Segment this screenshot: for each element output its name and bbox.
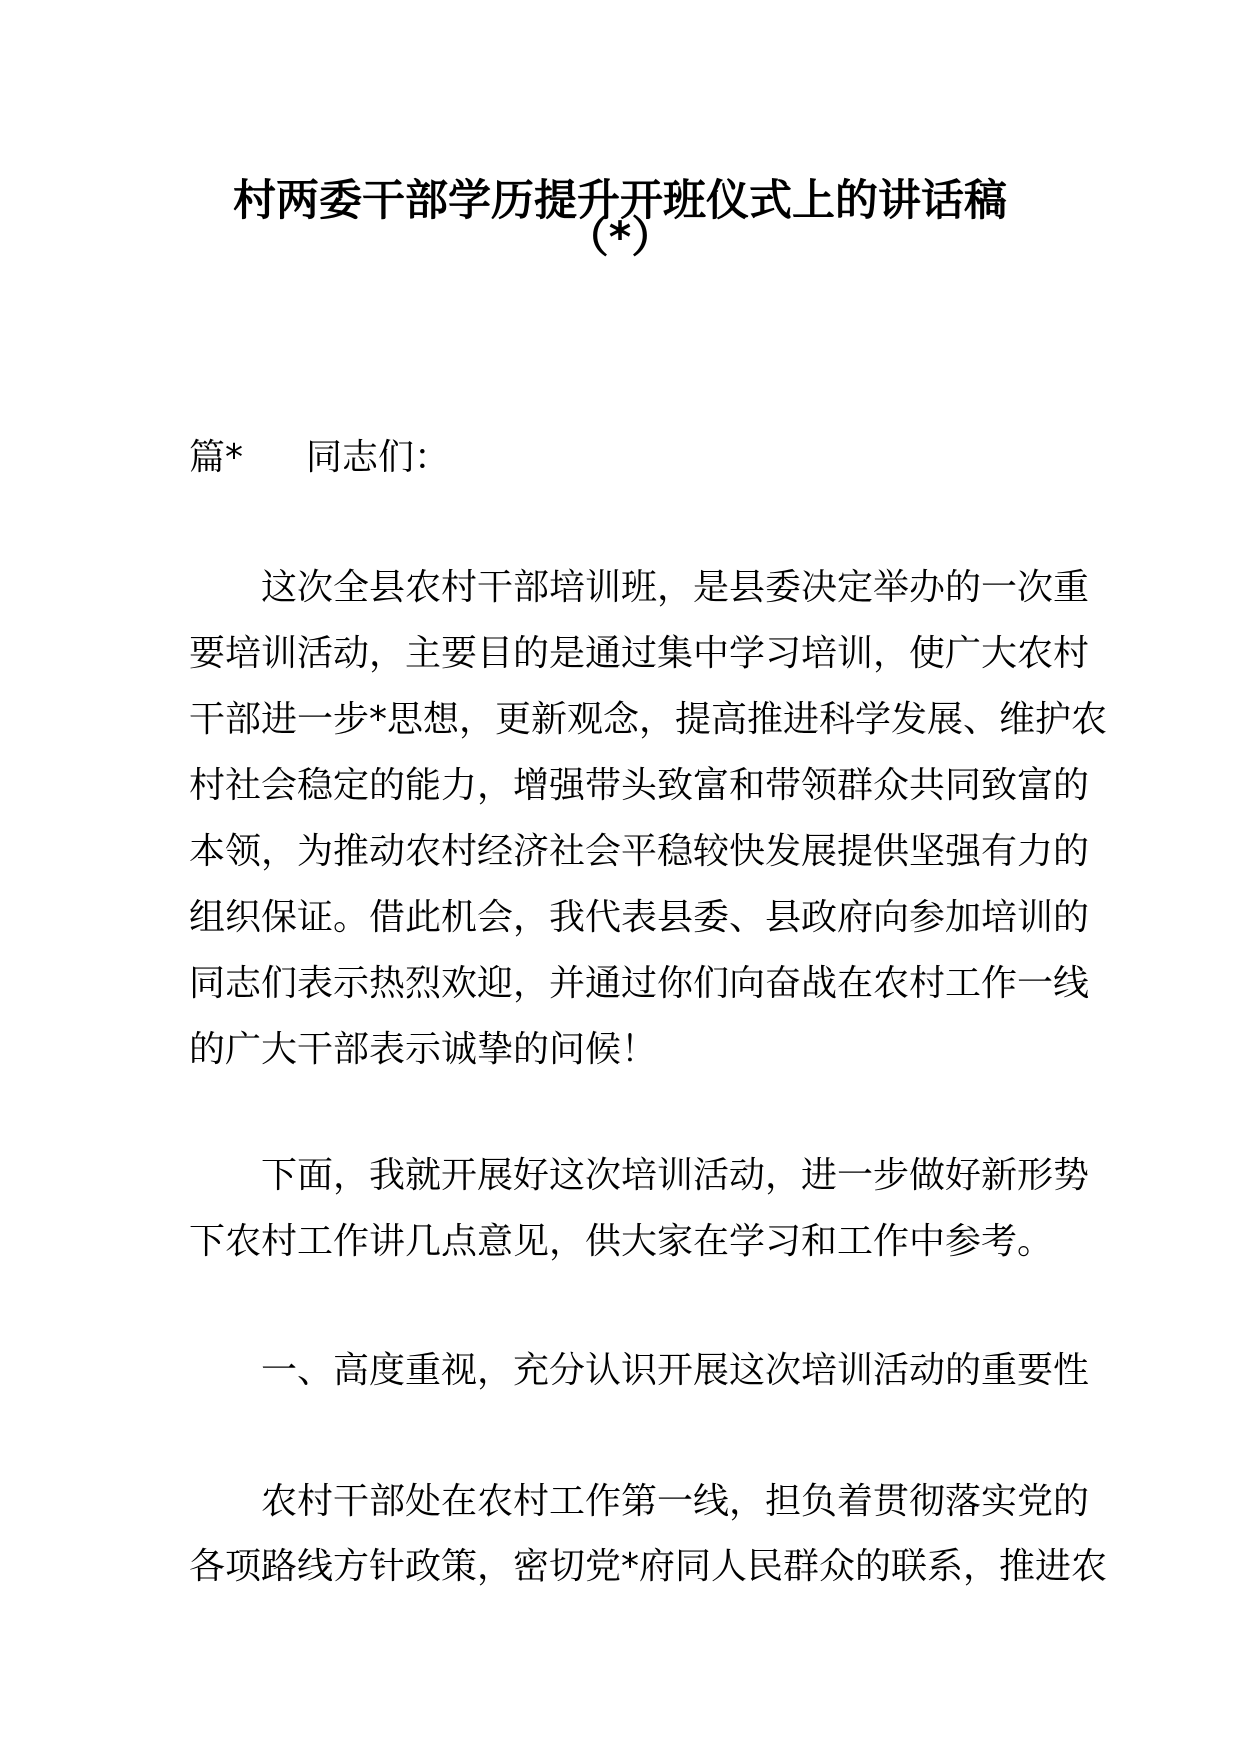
paragraph-line: 干部进一步*思想，更新观念，提高推进科学发展、维护农	[189, 699, 1108, 740]
section-heading: 一、高度重视，充分认识开展这次培训活动的重要性	[261, 1350, 1090, 1391]
paragraph-line: 要培训活动，主要目的是通过集中学习培训，使广大农村	[189, 633, 1090, 674]
paragraph-line: 下农村工作讲几点意见，供大家在学习和工作中参考。	[189, 1221, 1054, 1262]
paragraph-line: 下面，我就开展好这次培训活动，进一步做好新形势	[261, 1155, 1090, 1196]
paragraph-line: 这次全县农村干部培训班，是县委决定举办的一次重	[261, 567, 1090, 608]
paragraph-line: 村社会稳定的能力，增强带头致富和带领群众共同致富的	[189, 765, 1090, 806]
paragraph-line: 各项路线方针政策，密切党*府同人民群众的联系，推进农	[189, 1546, 1108, 1587]
document-title: 村两委干部学历提升开班仪式上的讲话稿	[233, 176, 1007, 226]
salutation: 同志们：	[306, 437, 451, 478]
paragraph-line: 农村干部处在农村工作第一线，担负着贯彻落实党的	[261, 1481, 1090, 1522]
section-label: 篇*	[189, 437, 244, 478]
document-title-suffix: （*）	[565, 213, 675, 263]
paragraph-line: 组织保证。借此机会，我代表县委、县政府向参加培训的	[189, 897, 1090, 938]
paragraph-line: 同志们表示热烈欢迎，并通过你们向奋战在农村工作一线	[189, 963, 1090, 1004]
paragraph-line: 本领，为推动农村经济社会平稳较快发展提供坚强有力的	[189, 831, 1090, 872]
paragraph-line: 的广大干部表示诚挚的问候！	[189, 1029, 658, 1070]
